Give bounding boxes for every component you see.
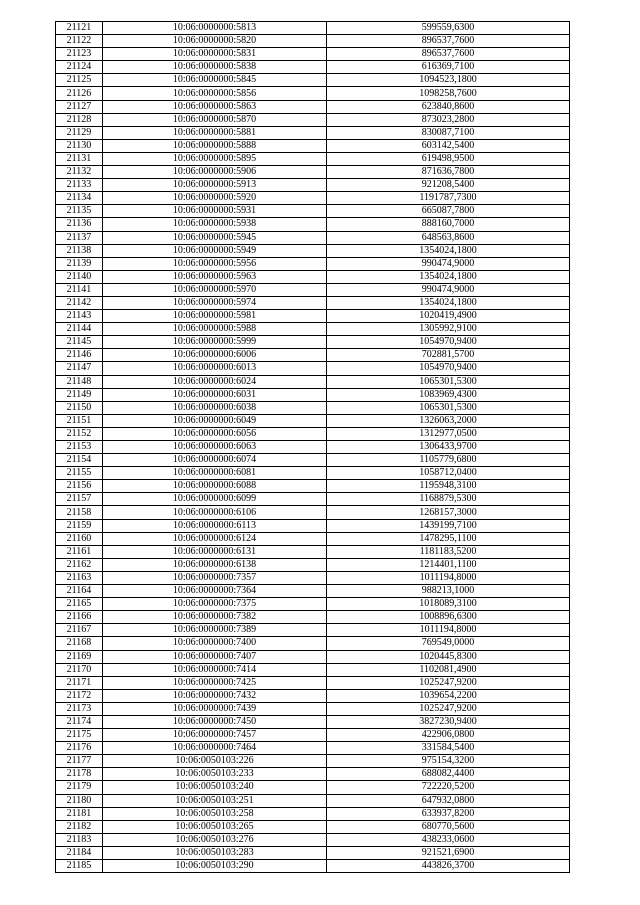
cadastral-number-cell: 10:06:0000000:5913 [103,179,327,192]
cadastral-value-cell: 888160,7000 [327,218,570,231]
row-number-cell: 21167 [56,624,103,637]
cadastral-number-cell: 10:06:0000000:5906 [103,166,327,179]
cadastral-number-cell: 10:06:0050103:233 [103,768,327,781]
cadastral-value-cell: 331584,5400 [327,742,570,755]
table-row [56,310,570,323]
cadastral-number-cell: 10:06:0000000:6113 [103,519,327,532]
cadastral-value-table [55,21,570,873]
cadastral-number-cell: 10:06:0000000:5938 [103,218,327,231]
cadastral-number-cell: 10:06:0050103:265 [103,820,327,833]
table-row [56,283,570,296]
row-number-cell: 21185 [56,860,103,873]
cadastral-value-cell: 1105779,6800 [327,454,570,467]
cadastral-number-cell: 10:06:0000000:7464 [103,742,327,755]
cadastral-value-cell: 1020445,8300 [327,650,570,663]
cadastral-value-cell: 1168879,5300 [327,493,570,506]
cadastral-number-cell: 10:06:0000000:5931 [103,205,327,218]
row-number-cell: 21183 [56,833,103,846]
row-number-cell: 21143 [56,310,103,323]
cadastral-value-cell: 702881,5700 [327,349,570,362]
table-row [56,755,570,768]
row-number-cell: 21129 [56,126,103,139]
cadastral-number-cell: 10:06:0000000:5870 [103,113,327,126]
row-number-cell: 21158 [56,506,103,519]
cadastral-value-cell: 1025247,9200 [327,676,570,689]
table-row [56,270,570,283]
row-number-cell: 21132 [56,166,103,179]
cadastral-value-cell: 688082,4400 [327,768,570,781]
cadastral-number-cell: 10:06:0000000:6006 [103,349,327,362]
cadastral-value-cell: 1312977,0500 [327,427,570,440]
cadastral-value-cell: 975154,3200 [327,755,570,768]
cadastral-number-cell: 10:06:0000000:7389 [103,624,327,637]
cadastral-number-cell: 10:06:0050103:258 [103,807,327,820]
cadastral-number-cell: 10:06:0000000:6063 [103,441,327,454]
cadastral-number-cell: 10:06:0000000:6138 [103,558,327,571]
row-number-cell: 21138 [56,244,103,257]
cadastral-number-cell: 10:06:0000000:6081 [103,467,327,480]
table-row [56,794,570,807]
table-row [56,166,570,179]
cadastral-value-cell: 830087,7100 [327,126,570,139]
cadastral-value-cell: 1094523,1800 [327,74,570,87]
cadastral-number-cell: 10:06:0000000:6124 [103,532,327,545]
row-number-cell: 21155 [56,467,103,480]
table-row [56,113,570,126]
row-number-cell: 21180 [56,794,103,807]
row-number-cell: 21148 [56,375,103,388]
cadastral-number-cell: 10:06:0000000:6088 [103,480,327,493]
cadastral-number-cell: 10:06:0000000:5963 [103,270,327,283]
cadastral-number-cell: 10:06:0000000:7400 [103,637,327,650]
cadastral-value-cell: 647932,0800 [327,794,570,807]
table-row [56,611,570,624]
row-number-cell: 21173 [56,702,103,715]
cadastral-number-cell: 10:06:0000000:5856 [103,87,327,100]
row-number-cell: 21146 [56,349,103,362]
cadastral-number-cell: 10:06:0000000:5945 [103,231,327,244]
cadastral-number-cell: 10:06:0000000:5949 [103,244,327,257]
cadastral-number-cell: 10:06:0000000:5831 [103,48,327,61]
row-number-cell: 21168 [56,637,103,650]
table-row [56,624,570,637]
row-number-cell: 21177 [56,755,103,768]
table-row [56,323,570,336]
cadastral-number-cell: 10:06:0000000:5845 [103,74,327,87]
cadastral-value-cell: 990474,9000 [327,257,570,270]
cadastral-value-cell: 422906,0800 [327,729,570,742]
cadastral-number-cell: 10:06:0000000:5820 [103,35,327,48]
row-number-cell: 21139 [56,257,103,270]
row-number-cell: 21171 [56,676,103,689]
cadastral-value-cell: 1439199,7100 [327,519,570,532]
cadastral-value-cell: 722220,5200 [327,781,570,794]
row-number-cell: 21134 [56,192,103,205]
cadastral-value-cell: 1020419,4900 [327,310,570,323]
cadastral-value-cell: 3827230,9400 [327,715,570,728]
cadastral-number-cell: 10:06:0000000:5838 [103,61,327,74]
table-row [56,807,570,820]
row-number-cell: 21125 [56,74,103,87]
cadastral-number-cell: 10:06:0000000:5895 [103,152,327,165]
cadastral-number-cell: 10:06:0050103:240 [103,781,327,794]
cadastral-number-cell: 10:06:0000000:7457 [103,729,327,742]
cadastral-number-cell: 10:06:0000000:6056 [103,427,327,440]
row-number-cell: 21133 [56,179,103,192]
table-body [56,22,570,873]
row-number-cell: 21175 [56,729,103,742]
row-number-cell: 21164 [56,585,103,598]
row-number-cell: 21152 [56,427,103,440]
row-number-cell: 21147 [56,362,103,375]
row-number-cell: 21142 [56,296,103,309]
cadastral-number-cell: 10:06:0000000:5981 [103,310,327,323]
row-number-cell: 21154 [56,454,103,467]
table-row [56,74,570,87]
cadastral-value-cell: 619498,9500 [327,152,570,165]
row-number-cell: 21151 [56,414,103,427]
table-row [56,467,570,480]
row-number-cell: 21163 [56,571,103,584]
cadastral-value-cell: 1025247,9200 [327,702,570,715]
row-number-cell: 21150 [56,401,103,414]
row-number-cell: 21162 [56,558,103,571]
cadastral-number-cell: 10:06:0000000:7450 [103,715,327,728]
cadastral-number-cell: 10:06:0000000:5956 [103,257,327,270]
table-row [56,388,570,401]
cadastral-value-cell: 1354024,1800 [327,270,570,283]
cadastral-number-cell: 10:06:0000000:6099 [103,493,327,506]
cadastral-number-cell: 10:06:0000000:7382 [103,611,327,624]
table-row [56,663,570,676]
cadastral-number-cell: 10:06:0050103:226 [103,755,327,768]
cadastral-value-cell: 873023,2800 [327,113,570,126]
table-row [56,218,570,231]
cadastral-value-cell: 603142,5400 [327,139,570,152]
table-row [56,860,570,873]
row-number-cell: 21126 [56,87,103,100]
cadastral-number-cell: 10:06:0000000:5920 [103,192,327,205]
cadastral-number-cell: 10:06:0000000:5863 [103,100,327,113]
cadastral-number-cell: 10:06:0000000:7375 [103,598,327,611]
cadastral-value-cell: 665087,7800 [327,205,570,218]
cadastral-number-cell: 10:06:0000000:7425 [103,676,327,689]
row-number-cell: 21160 [56,532,103,545]
table-row [56,362,570,375]
row-number-cell: 21157 [56,493,103,506]
row-number-cell: 21170 [56,663,103,676]
cadastral-value-cell: 616369,7100 [327,61,570,74]
cadastral-value-cell: 1354024,1800 [327,244,570,257]
cadastral-number-cell: 10:06:0050103:251 [103,794,327,807]
table-row [56,637,570,650]
cadastral-value-cell: 1083969,4300 [327,388,570,401]
cadastral-value-cell: 921521,6900 [327,846,570,859]
cadastral-value-cell: 623840,8600 [327,100,570,113]
cadastral-value-cell: 1065301,5300 [327,375,570,388]
row-number-cell: 21131 [56,152,103,165]
cadastral-number-cell: 10:06:0000000:5988 [103,323,327,336]
cadastral-number-cell: 10:06:0000000:7432 [103,689,327,702]
cadastral-value-cell: 1195948,3100 [327,480,570,493]
table-row [56,571,570,584]
cadastral-number-cell: 10:06:0000000:6038 [103,401,327,414]
table-row [56,139,570,152]
cadastral-number-cell: 10:06:0000000:5970 [103,283,327,296]
cadastral-value-cell: 1011194,8000 [327,624,570,637]
row-number-cell: 21184 [56,846,103,859]
table-row [56,820,570,833]
row-number-cell: 21166 [56,611,103,624]
row-number-cell: 21130 [56,139,103,152]
row-number-cell: 21145 [56,336,103,349]
row-number-cell: 21181 [56,807,103,820]
cadastral-number-cell: 10:06:0000000:5813 [103,22,327,35]
cadastral-value-cell: 648563,8600 [327,231,570,244]
row-number-cell: 21124 [56,61,103,74]
table-row [56,375,570,388]
cadastral-value-cell: 1011194,8000 [327,571,570,584]
cadastral-value-cell: 1065301,5300 [327,401,570,414]
table-row [56,257,570,270]
cadastral-number-cell: 10:06:0000000:6131 [103,545,327,558]
table-row [56,768,570,781]
cadastral-value-cell: 1191787,7300 [327,192,570,205]
cadastral-number-cell: 10:06:0000000:7439 [103,702,327,715]
cadastral-number-cell: 10:06:0000000:7407 [103,650,327,663]
cadastral-value-cell: 1478295,1100 [327,532,570,545]
cadastral-number-cell: 10:06:0000000:6013 [103,362,327,375]
table-row [56,558,570,571]
table-row [56,296,570,309]
cadastral-value-cell: 1181183,5200 [327,545,570,558]
row-number-cell: 21182 [56,820,103,833]
cadastral-number-cell: 10:06:0000000:7364 [103,585,327,598]
row-number-cell: 21159 [56,519,103,532]
table-row [56,192,570,205]
cadastral-value-cell: 680770,5600 [327,820,570,833]
row-number-cell: 21144 [56,323,103,336]
table-row [56,87,570,100]
cadastral-value-cell: 1039654,2200 [327,689,570,702]
row-number-cell: 21176 [56,742,103,755]
table-row [56,689,570,702]
table-row [56,493,570,506]
row-number-cell: 21136 [56,218,103,231]
table-row [56,729,570,742]
table-row [56,506,570,519]
row-number-cell: 21153 [56,441,103,454]
row-number-cell: 21161 [56,545,103,558]
table-row [56,401,570,414]
table-row [56,441,570,454]
table-row [56,48,570,61]
cadastral-value-cell: 1326063,2000 [327,414,570,427]
cadastral-value-cell: 896537,7600 [327,48,570,61]
row-number-cell: 21149 [56,388,103,401]
cadastral-value-cell: 1305992,9100 [327,323,570,336]
row-number-cell: 21128 [56,113,103,126]
cadastral-value-cell: 1098258,7600 [327,87,570,100]
row-number-cell: 21165 [56,598,103,611]
cadastral-value-cell: 443826,3700 [327,860,570,873]
table-row [56,833,570,846]
cadastral-number-cell: 10:06:0000000:6049 [103,414,327,427]
row-number-cell: 21123 [56,48,103,61]
row-number-cell: 21178 [56,768,103,781]
cadastral-value-cell: 871636,7800 [327,166,570,179]
cadastral-value-cell: 1054970,9400 [327,362,570,375]
cadastral-value-cell: 990474,9000 [327,283,570,296]
table-row [56,532,570,545]
cadastral-number-cell: 10:06:0000000:6106 [103,506,327,519]
table-row [56,454,570,467]
row-number-cell: 21156 [56,480,103,493]
cadastral-value-cell: 438233,0600 [327,833,570,846]
table-row [56,702,570,715]
cadastral-number-cell: 10:06:0050103:276 [103,833,327,846]
row-number-cell: 21127 [56,100,103,113]
table-row [56,414,570,427]
cadastral-value-cell: 769549,0000 [327,637,570,650]
cadastral-value-cell: 988213,1000 [327,585,570,598]
cadastral-value-cell: 1268157,3000 [327,506,570,519]
table-row [56,676,570,689]
table-row [56,126,570,139]
row-number-cell: 21172 [56,689,103,702]
table-row [56,61,570,74]
cadastral-value-cell: 1018089,3100 [327,598,570,611]
cadastral-number-cell: 10:06:0000000:6074 [103,454,327,467]
cadastral-value-cell: 1306433,9700 [327,441,570,454]
row-number-cell: 21137 [56,231,103,244]
table-row [56,715,570,728]
table-row [56,846,570,859]
table-row [56,427,570,440]
cadastral-value-cell: 1214401,1100 [327,558,570,571]
table-row [56,545,570,558]
table-row [56,231,570,244]
table-row [56,22,570,35]
cadastral-value-cell: 633937,8200 [327,807,570,820]
table-row [56,244,570,257]
table-row [56,781,570,794]
table-row [56,336,570,349]
table-row [56,179,570,192]
cadastral-value-cell: 1058712,0400 [327,467,570,480]
row-number-cell: 21122 [56,35,103,48]
table-row [56,349,570,362]
row-number-cell: 21121 [56,22,103,35]
row-number-cell: 21179 [56,781,103,794]
table-row [56,35,570,48]
row-number-cell: 21140 [56,270,103,283]
cadastral-value-cell: 1354024,1800 [327,296,570,309]
cadastral-number-cell: 10:06:0000000:5974 [103,296,327,309]
table-row [56,152,570,165]
cadastral-number-cell: 10:06:0000000:6031 [103,388,327,401]
table-row [56,585,570,598]
table-row [56,100,570,113]
cadastral-number-cell: 10:06:0000000:5999 [103,336,327,349]
cadastral-value-cell: 921208,5400 [327,179,570,192]
row-number-cell: 21169 [56,650,103,663]
table-row [56,742,570,755]
cadastral-number-cell: 10:06:0000000:5888 [103,139,327,152]
cadastral-number-cell: 10:06:0050103:290 [103,860,327,873]
cadastral-value-cell: 1054970,9400 [327,336,570,349]
cadastral-value-cell: 1102081,4900 [327,663,570,676]
cadastral-value-cell: 896537,7600 [327,35,570,48]
cadastral-number-cell: 10:06:0000000:6024 [103,375,327,388]
cadastral-value-cell: 599559,6300 [327,22,570,35]
row-number-cell: 21141 [56,283,103,296]
table-row [56,598,570,611]
row-number-cell: 21174 [56,715,103,728]
table-row [56,650,570,663]
cadastral-number-cell: 10:06:0000000:7414 [103,663,327,676]
table-row [56,480,570,493]
cadastral-number-cell: 10:06:0000000:7357 [103,571,327,584]
table-row [56,519,570,532]
cadastral-number-cell: 10:06:0000000:5881 [103,126,327,139]
cadastral-number-cell: 10:06:0050103:283 [103,846,327,859]
table-row [56,205,570,218]
cadastral-value-cell: 1008896,6300 [327,611,570,624]
row-number-cell: 21135 [56,205,103,218]
